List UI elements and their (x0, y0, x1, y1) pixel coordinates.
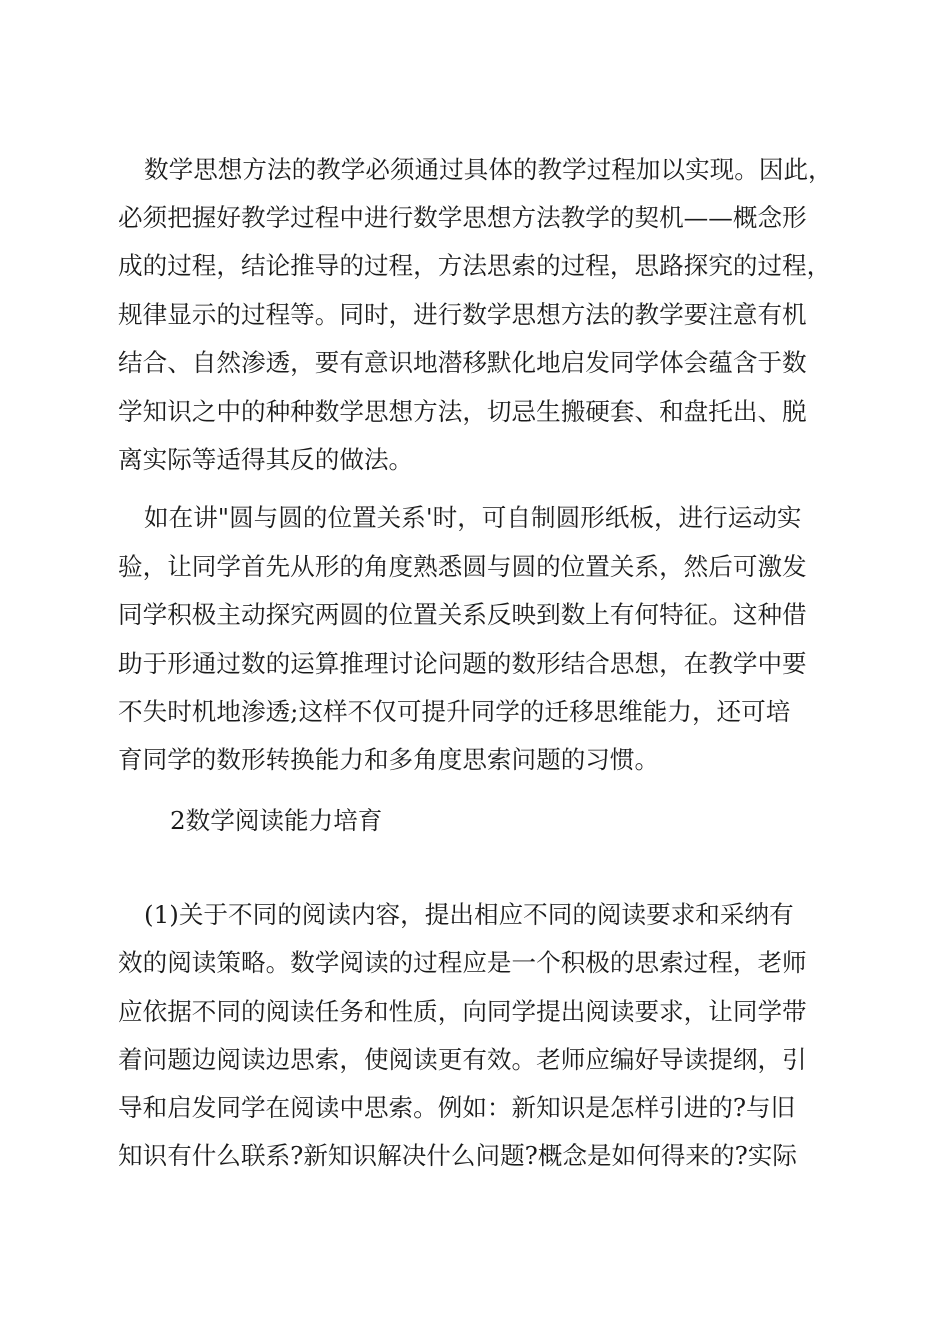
text-line: 成的过程，结论推导的过程，方法思索的过程，思路探究的过程， (118, 251, 832, 280)
text-line: 结合、自然渗透，要有意识地潜移默化地启发同学体会蕴含于数 (118, 348, 807, 377)
text-line: 必须把握好教学过程中进行数学思想方法教学的契机——概念形 (118, 203, 807, 232)
text-line: (1)关于不同的阅读内容，提出相应不同的阅读要求和采纳有 (144, 900, 794, 929)
text-line: 不失时机地渗透;这样不仅可提升同学的迁移思维能力，还可培 (118, 697, 791, 726)
text-line: 导和启发同学在阅读中思索。例如：新知识是怎样引进的?与旧 (118, 1093, 796, 1122)
text-line: 知识有什么联系?新知识解决什么问题?概念是如何得来的?实际 (118, 1141, 797, 1170)
text-line: 效的阅读策略。数学阅读的过程应是一个积极的思索过程，老师 (118, 948, 807, 977)
text-line: 育同学的数形转换能力和多角度思索问题的习惯。 (118, 745, 660, 774)
text-line: 规律显示的过程等。同时，进行数学思想方法的教学要注意有机 (118, 300, 807, 329)
text-line: 学知识之中的种种数学思想方法，切忌生搬硬套、和盘托出、脱 (118, 397, 807, 426)
text-line: 助于形通过数的运算推理讨论问题的数形结合思想，在教学中要 (118, 649, 807, 678)
text-line: 同学积极主动探究两圆的位置关系反映到数上有何特征。这种借 (118, 600, 807, 629)
section-heading: 2数学阅读能力培育 (170, 806, 383, 835)
text-line: 如在讲"圆与圆的位置关系'时，可自制圆形纸板，进行运动实 (144, 503, 802, 532)
text-line: 验，让同学首先从形的角度熟悉圆与圆的位置关系，然后可激发 (118, 552, 807, 581)
text-line: 数学思想方法的教学必须通过具体的教学过程加以实现。因此， (144, 155, 833, 184)
text-line: 着问题边阅读边思索，使阅读更有效。老师应编好导读提纲，引 (118, 1045, 807, 1074)
text-line: 应依据不同的阅读任务和性质，向同学提出阅读要求，让同学带 (118, 997, 807, 1026)
text-line: 离实际等适得其反的做法。 (118, 445, 414, 474)
